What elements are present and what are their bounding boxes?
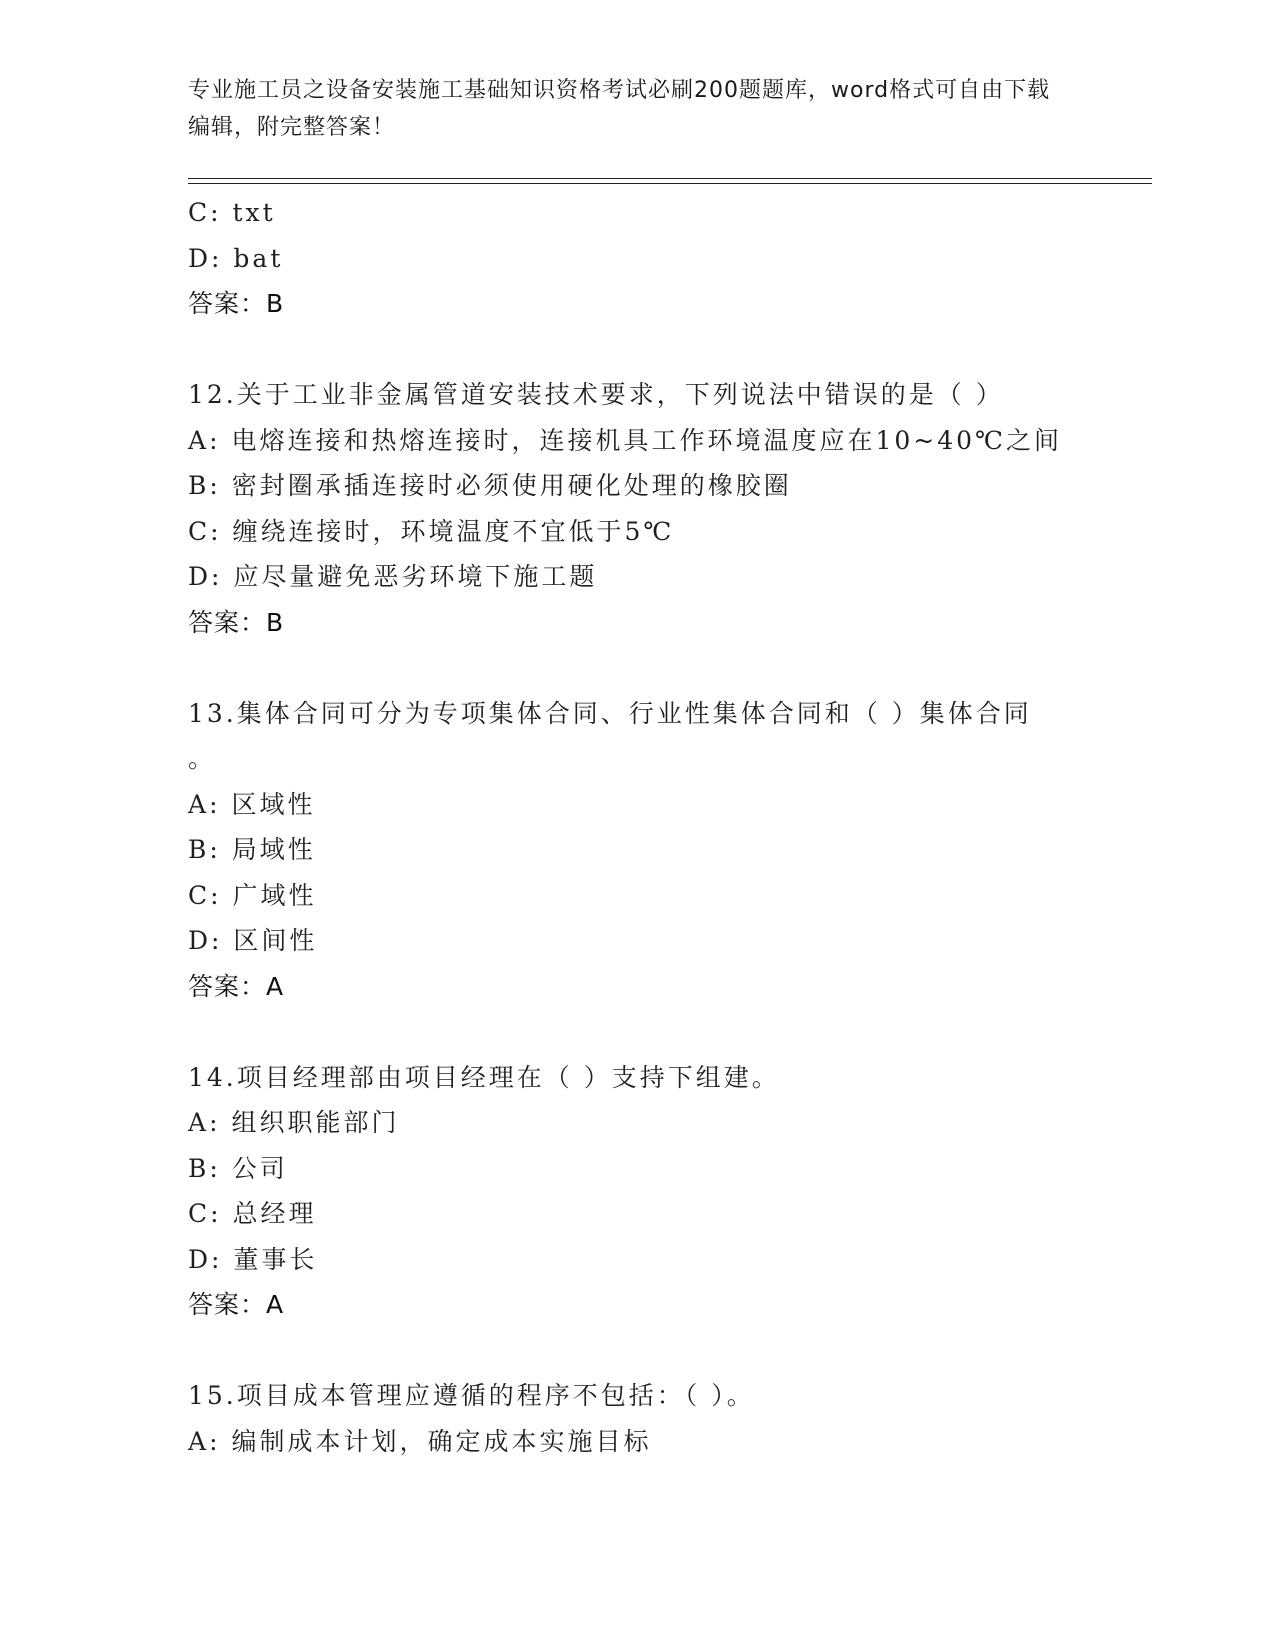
option-separator: :	[209, 1108, 232, 1137]
option-a	[188, 1100, 1088, 1146]
answer-line	[188, 964, 1088, 1010]
question-14	[188, 1055, 1088, 1328]
option-key: D	[188, 926, 212, 955]
option-key: C	[188, 1199, 211, 1228]
option-b	[188, 463, 1088, 509]
option-separator: :	[211, 562, 234, 591]
answer-line	[188, 281, 1088, 327]
answer-label: 答案：	[188, 289, 267, 318]
question-13	[188, 691, 1088, 1010]
option-separator: :	[209, 425, 232, 455]
option-d	[188, 918, 1088, 964]
question-text: 集体合同可分为专项集体合同、行业性集体合同和（ ）集体合同	[236, 698, 1032, 728]
question-list	[188, 190, 1088, 1464]
option-key: C	[188, 198, 211, 227]
answer-value: B	[266, 289, 285, 318]
option-text: 局域性	[231, 835, 316, 864]
option-text: 缠绕连接时，环境温度不宜低于5℃	[232, 516, 675, 546]
question-number: 14.	[188, 1062, 237, 1092]
question-text: 项目经理部由项目经理在（ ）支持下组建。	[236, 1062, 780, 1092]
option-text: 董事长	[233, 1244, 318, 1274]
question-number: 15.	[188, 1381, 237, 1410]
option-c	[188, 190, 1088, 236]
question-stem	[188, 691, 1088, 737]
option-separator: :	[210, 1199, 233, 1228]
option-key: B	[188, 1153, 210, 1183]
option-text: txt	[232, 198, 276, 227]
option-text: 编制成本计划，确定成本实施目标	[231, 1426, 652, 1456]
option-separator: :	[209, 1153, 232, 1183]
option-d	[188, 1237, 1088, 1283]
option-separator: :	[210, 198, 233, 227]
option-d	[188, 554, 1088, 600]
option-d	[188, 236, 1088, 282]
option-text: 区间性	[233, 926, 318, 955]
spacer	[188, 327, 1088, 373]
option-key: C	[188, 880, 211, 910]
question-number: 13.	[188, 698, 237, 728]
option-a	[188, 418, 1088, 464]
option-key: D	[188, 243, 212, 273]
option-separator: :	[209, 1426, 232, 1456]
spacer	[188, 645, 1088, 691]
answer-line	[188, 600, 1088, 646]
option-key: A	[188, 1108, 210, 1137]
question-11-tail	[188, 190, 1088, 327]
option-separator: :	[211, 243, 234, 273]
option-separator: :	[211, 926, 234, 955]
question-stem-continued: 。	[188, 744, 217, 773]
option-key: A	[188, 789, 210, 819]
option-separator: :	[211, 1244, 234, 1274]
answer-value: A	[266, 1290, 285, 1319]
option-key: A	[188, 1426, 210, 1456]
answer-label: 答案：	[188, 1290, 267, 1319]
option-b	[188, 1146, 1088, 1192]
option-text: 区域性	[231, 789, 316, 819]
option-separator: :	[209, 471, 232, 500]
option-key: D	[188, 562, 212, 591]
option-text: 电熔连接和热熔连接时，连接机具工作环境温度应在10~40℃之间	[231, 425, 1062, 455]
option-text: bat	[233, 243, 284, 273]
header-divider-bottom	[188, 183, 1152, 184]
option-separator: :	[210, 880, 233, 910]
question-12	[188, 372, 1088, 645]
option-key: C	[188, 516, 211, 546]
option-text: 广域性	[232, 880, 317, 910]
spacer	[188, 1009, 1088, 1055]
option-a	[188, 782, 1088, 828]
option-text: 组织职能部门	[231, 1108, 400, 1137]
option-key: D	[188, 1244, 212, 1274]
option-text: 应尽量避免恶劣环境下施工题	[233, 562, 598, 591]
option-separator: :	[209, 835, 232, 864]
option-c	[188, 1191, 1088, 1237]
option-key: B	[188, 835, 210, 864]
question-number: 12.	[188, 380, 237, 409]
option-text: 公司	[231, 1153, 288, 1183]
question-15	[188, 1373, 1088, 1464]
document-header: 专业施工员之设备安装施工基础知识资格考试必刷200题题库，word格式可自由下载编辑，附完整答案！	[188, 78, 1051, 140]
question-text: 关于工业非金属管道安装技术要求，下列说法中错误的是（ ）	[236, 380, 1004, 409]
option-separator: :	[209, 789, 232, 819]
option-c	[188, 509, 1088, 555]
answer-value: B	[266, 607, 285, 637]
answer-value: A	[266, 971, 285, 1001]
question-stem	[188, 372, 1088, 418]
answer-label: 答案：	[188, 607, 267, 637]
spacer	[188, 1328, 1088, 1374]
option-key: B	[188, 471, 210, 500]
option-a	[188, 1419, 1088, 1465]
option-text: 总经理	[232, 1199, 317, 1228]
question-stem	[188, 1373, 1088, 1419]
question-stem	[188, 1055, 1088, 1101]
answer-label: 答案：	[188, 971, 267, 1001]
option-c	[188, 873, 1088, 919]
answer-line	[188, 1282, 1088, 1328]
option-b	[188, 827, 1088, 873]
option-separator: :	[210, 516, 233, 546]
header-divider-top	[188, 178, 1152, 179]
option-text: 密封圈承插连接时必须使用硬化处理的橡胶圈	[231, 471, 792, 500]
question-text: 项目成本管理应遵循的程序不包括：（ ）。	[236, 1381, 755, 1410]
option-key: A	[188, 425, 210, 455]
